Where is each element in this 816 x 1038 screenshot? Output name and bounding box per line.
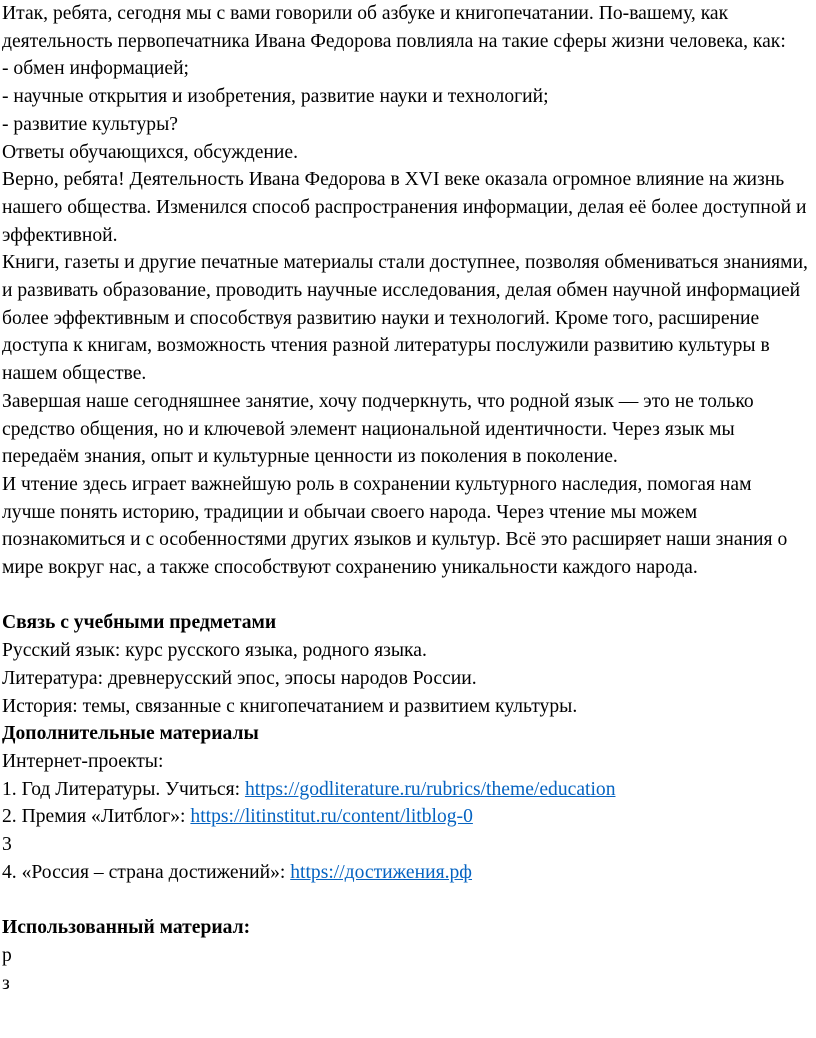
subjects-heading: Связь с учебными предметами xyxy=(2,612,277,634)
subject-item: История: темы, связанные с книгопечатанием и развитием культуры. xyxy=(2,695,578,717)
materials-heading: Дополнительные материалы xyxy=(2,723,259,745)
material-link-row xyxy=(2,776,808,804)
subject-item: Русский язык: курс русского языка, родного языка. xyxy=(2,640,427,662)
student-answers-note: Ответы обучающихся, обсуждение. xyxy=(2,141,299,163)
subject-item: Литература: древнерусский эпос, эпосы народов России. xyxy=(2,667,477,689)
intro-paragraph: Итак, ребята, сегодня мы с вами говорили об азбуке и книгопечатании. По-вашему, как деятельность первопечатника Ивана Федорова повлияла на такие сферы жизни человека, как: xyxy=(2,3,786,52)
sources-heading: Использованный материал: xyxy=(2,917,251,939)
paragraph: Книги, газеты и другие печатные материалы стали доступнее, позволяя обмениваться знаниями, и развивать образование, проводить научные исследования, делая обмен научной информацией более эффективным и способствуя развитию науки и технологий. Кроме того, расширение доступа к книгам, возможность чтения разной литературы послужили развитию культуры в нашем обществе. xyxy=(2,252,808,385)
paragraph: Верно, ребята! Деятельность Ивана Федорова в XVI веке оказала огромное влияние на жизнь нашего общества. Изменился способ распространения информации, делая её более доступной и эффективной. xyxy=(2,169,807,246)
bullet-item: - развитие культуры? xyxy=(2,113,178,135)
godliterature-link[interactable]: https://godliterature.ru/rubrics/theme/education xyxy=(244,778,616,800)
bullet-item: - обмен информацией; xyxy=(2,58,190,80)
bullet-item: - научные открытия и изобретения, развитие науки и технологий; xyxy=(2,86,549,108)
source-line: р xyxy=(2,944,12,966)
stray-number: 3 xyxy=(2,834,12,856)
material-link-row xyxy=(2,803,808,831)
spacer xyxy=(2,886,808,914)
paragraph: Завершая наше сегодняшнее занятие, хочу подчеркнуть, что родной язык — это не только средство общения, но и ключевой элемент национальной идентичности. Через язык мы передаём знания, опыт и культурные ценности из поколения в поколение. xyxy=(2,390,754,468)
litblog-link[interactable]: https://litinstitut.ru/content/litblog-0 xyxy=(190,806,473,828)
spacer xyxy=(2,582,808,610)
material-link-row xyxy=(2,859,808,887)
paragraph: И чтение здесь играет важнейшую роль в сохранении культурного наследия, помогая нам лучше понять историю, традиции и обычаи своего народа. Через чтение мы можем познакомиться и с особенностями других языков и культур. Всё это расширяет наши знания о мире вокруг нас, а также способствуют сохранению уникальности каждого народа. xyxy=(2,473,788,579)
dostizheniya-link[interactable]: https://достижения.рф xyxy=(290,861,473,883)
link-prefix: 2. Премия «Литблог»: xyxy=(2,806,191,828)
link-prefix: 4. «Россия – страна достижений»: xyxy=(2,861,291,883)
link-prefix: 1. Год Литературы. Учиться: xyxy=(2,778,245,800)
source-line-partial: з xyxy=(2,972,10,994)
materials-intro: Интернет-проекты: xyxy=(2,750,164,772)
